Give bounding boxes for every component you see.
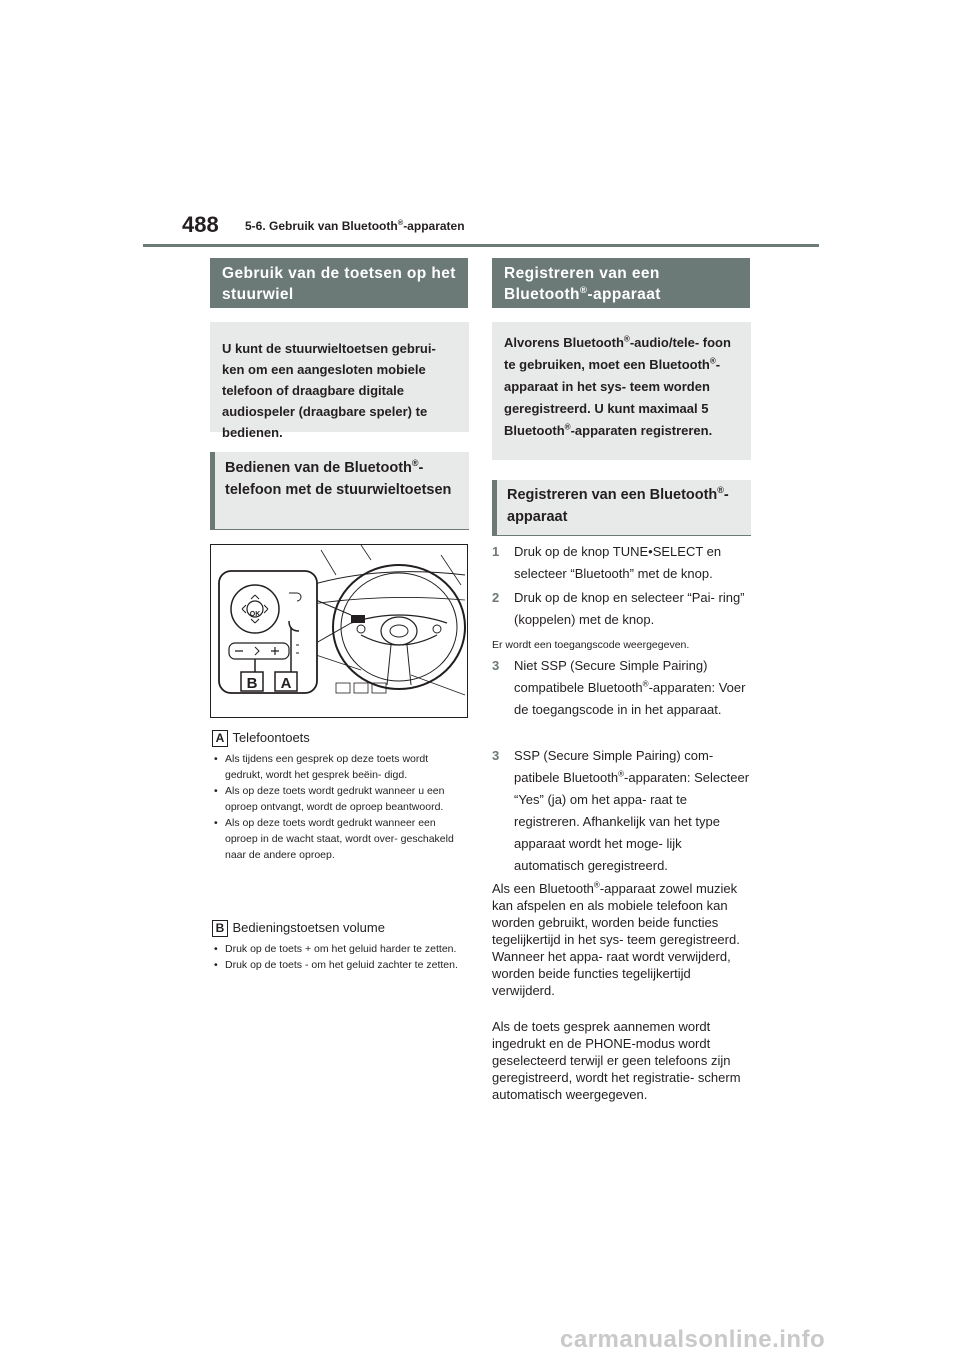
right-intro-p3: -apparaat in het sys- teem worden geregistreerd. U kunt maximaal 5 Bluetooth (504, 357, 721, 438)
left-title-bar (210, 258, 468, 308)
left-subheading-part1: Bedienen van de Bluetooth (225, 460, 412, 476)
right-subheading-part2: -apparaat (507, 487, 729, 525)
list-item: • Als op deze toets wordt gedrukt wanneer u een oproep ontvangt, wordt de oproep beantwoord. (212, 783, 464, 815)
step-2 (492, 587, 754, 631)
page-number: 488 (182, 212, 219, 237)
paragraph-2: Als de toets gesprek aannemen wordt ingedrukt en de PHONE-modus wordt geselecteerd terwijl er geen telefoons zijn geregistreerd, wordt het registratie- scherm automatisch weergegeven. (492, 1019, 741, 1102)
step-3a-part2: -apparaten: Voer de toegangscode in in het apparaat. (514, 680, 746, 717)
step-3b-part2: -apparaten: Selecteer “Yes” (ja) om het appa- raat te registreren. Afhankelijk van het type apparaat wordt het moge- lijk automatisch geregistreerd. (514, 770, 750, 873)
registered-mark: ® (411, 458, 419, 469)
step-3b (492, 745, 754, 877)
right-title-bar (492, 258, 750, 308)
step-number: 3 (492, 748, 500, 763)
list-item: • Druk op de toets - om het geluid zachter te zetten. (212, 957, 464, 973)
footer-watermark: carmanualsonline.info (560, 1326, 826, 1353)
ok-button-label: OK (249, 611, 261, 618)
paragraph-1 (492, 880, 754, 999)
list-item: • Als op deze toets wordt gedrukt wanneer een oproep in de wacht staat, wordt over- geschakeld naar de andere oproep. (212, 815, 464, 863)
registered-mark: ® (709, 356, 716, 366)
step-text: Druk op de knop TUNE•SELECT en selecteer “Bluetooth” met de knop. (514, 544, 722, 581)
step-text: Druk op de knop en selecteer “Pai- ring” (koppelen) met de knop. (514, 590, 745, 627)
registered-mark: ® (593, 880, 600, 890)
left-subheading-part2: - telefoon met de stuurwieltoetsen (225, 460, 452, 498)
right-subheading (492, 480, 751, 536)
paragraph-1-part2: -apparaat zowel muziek kan afspelen en als mobiele telefoon kan worden gebruikt, worden beide functies tegelijkertijd in het sys- teem geregistreerd. Wanneer het appa- raat wordt verwijderd, worden beide functies tegelijkertijd verwijderd. (492, 881, 740, 998)
figure-label-b: B (246, 675, 258, 692)
left-intro-box (210, 322, 469, 440)
item-b (212, 919, 470, 973)
left-subheading (210, 452, 469, 530)
list-item: • Als tijdens een gesprek op deze toets wordt gedrukt, wordt het gesprek beëin- digd. (212, 751, 464, 783)
right-subheading-part1: Registreren van een Bluetooth (507, 487, 718, 503)
registered-mark: ® (623, 334, 630, 344)
right-title-part2: -apparaat (587, 286, 661, 303)
header-rule (143, 244, 819, 247)
registered-mark: ® (579, 284, 588, 296)
figure-label-a: A (280, 675, 292, 692)
section-header-suffix: -apparaten (403, 219, 465, 233)
item-b-bullets (212, 941, 464, 973)
paragraph-1-part1: Als een Bluetooth (492, 881, 594, 896)
right-intro-box (492, 322, 751, 460)
steering-wheel-figure (210, 544, 468, 718)
step-1 (492, 541, 754, 585)
left-title: Gebruik van de toetsen op het stuurwiel (222, 265, 456, 303)
right-title-part1: Registreren van een Bluetooth (504, 265, 660, 303)
right-intro-p4: -apparaten registreren. (570, 423, 713, 438)
step-3a-part1: Niet SSP (Secure Simple Pairing) compatibele Bluetooth (514, 658, 708, 695)
registered-mark: ® (397, 218, 404, 227)
item-a-bullets (212, 751, 464, 863)
item-a-title: Telefoontoets (232, 730, 310, 745)
steering-wheel-illustration (211, 545, 466, 716)
left-intro-text: U kunt de stuurwieltoetsen gebrui- ken om een aangesloten mobiele telefoon of draagbare digitale audiospeler (draagbare speler) te bedienen. (222, 341, 436, 440)
step-3b-part1: SSP (Secure Simple Pairing) com- patibele Bluetooth (514, 748, 714, 785)
step-note: Er wordt een toegangscode weergegeven. (492, 639, 690, 651)
step-3a (492, 655, 754, 721)
registered-mark: ® (642, 679, 649, 689)
item-b-title: Bedieningstoetsen volume (232, 920, 385, 935)
step-number: 2 (492, 590, 500, 605)
list-item: • Druk op de toets + om het geluid harder te zetten. (212, 941, 464, 957)
step-number: 1 (492, 544, 500, 559)
right-intro-p1: Alvorens Bluetooth (504, 335, 624, 350)
registered-mark: ® (564, 422, 571, 432)
registered-mark: ® (717, 485, 724, 496)
item-a-label: A (212, 730, 228, 747)
item-a (212, 729, 470, 863)
section-header-prefix: 5-6. Gebruik van Bluetooth (245, 219, 398, 233)
item-b-label: B (212, 920, 228, 937)
step-number: 3 (492, 658, 500, 673)
section-header (245, 219, 465, 233)
right-intro-p2: -audio/tele- foon te gebruiken, moet een Bluetooth (504, 335, 731, 372)
registered-mark: ® (618, 769, 625, 779)
